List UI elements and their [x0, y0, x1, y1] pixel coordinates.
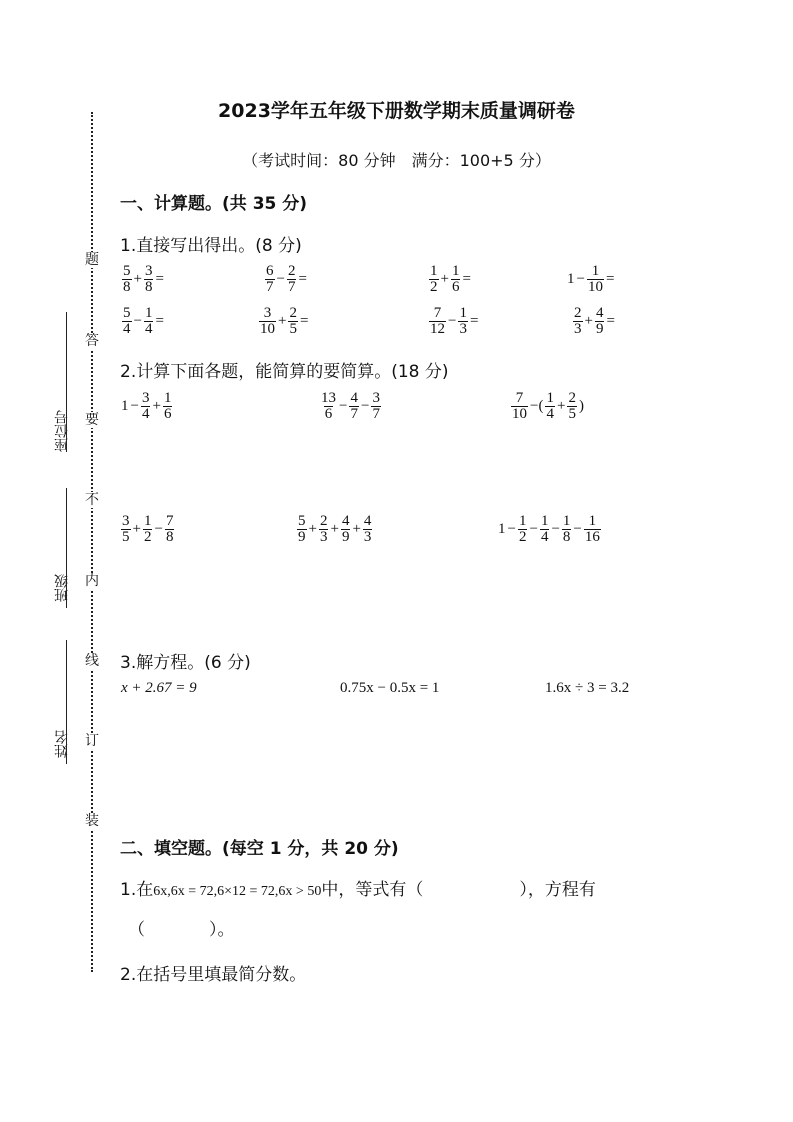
calc-item: $\frac{13}{6}$ − $\frac{4}{7}$ − $\frac{3}{7}$ [321, 390, 380, 422]
seal-char: 不 [85, 492, 99, 508]
question-heading: 1.直接写出得出。(8 分) [120, 236, 302, 256]
fill-question-2: 2.在括号里填最简分数。 [120, 965, 307, 985]
name-line[interactable] [66, 640, 67, 764]
oral-item: 1 − $\frac{1}{10}$ = [567, 263, 615, 295]
seat-number-line[interactable] [66, 312, 67, 452]
calc-item: $\frac{3}{5}$ + $\frac{1}{2}$ − $\frac{7}{8}$ [122, 513, 174, 545]
calc-item: 1 − $\frac{1}{2}$ − $\frac{1}{4}$ − $\frac{1}{8}$ − $\frac{1}{16}$ [498, 513, 600, 545]
section-heading: 一、计算题。(共 35 分) [120, 194, 308, 214]
seal-char: 装 [85, 813, 99, 829]
calc-item: $\frac{5}{9}$ + $\frac{2}{3}$ + $\frac{4}{9}$ + $\frac{4}{3}$ [298, 513, 372, 545]
seal-char: 题 [85, 252, 99, 268]
fill-question-1: 1.在6x,6x = 72,6×12 = 72,6x > 50中，等式有（ ），方程有 [120, 880, 596, 900]
oral-item: $\frac{6}{7}$ − $\frac{2}{7}$ = [266, 263, 307, 295]
seal-char: 线 [85, 653, 99, 669]
seal-char: 内 [85, 573, 99, 589]
class-label: 班级 [54, 574, 70, 602]
question-heading: 3.解方程。(6 分) [120, 653, 251, 673]
section-heading: 二、填空题。(每空 1 分，共 20 分) [120, 839, 399, 859]
oral-item: $\frac{5}{4}$ − $\frac{1}{4}$ = [123, 305, 164, 337]
calc-item: $\frac{7}{10}$ −( $\frac{1}{4}$ + $\frac{2}{5}$ ) [512, 390, 584, 422]
oral-item: $\frac{2}{3}$ + $\frac{4}{9}$ = [574, 305, 615, 337]
page-title: 2023学年五年级下册数学期末质量调研卷 [218, 100, 575, 122]
calc-item: 1 − $\frac{3}{4}$ + $\frac{1}{6}$ [121, 390, 172, 422]
equation-item: 1.6x ÷ 3 = 3.2 [545, 680, 630, 696]
name-label: 姓名 [54, 730, 70, 758]
fill-question-math: 6x,6x = 72,6×12 = 72,6x > 50 [153, 884, 322, 899]
seat-number-label: 座位号 [54, 410, 70, 452]
fill-question-1-cont: （ ）。 [128, 920, 235, 940]
oral-item: $\frac{3}{10}$ + $\frac{2}{5}$ = [260, 305, 309, 337]
seal-char: 订 [85, 733, 99, 749]
class-line[interactable] [66, 488, 67, 608]
seal-char: 要 [85, 412, 99, 428]
question-heading: 2.计算下面各题，能简算的要简算。(18 分) [120, 362, 449, 382]
oral-item: $\frac{1}{2}$ + $\frac{1}{6}$ = [430, 263, 471, 295]
equation-item: 0.75x − 0.5x = 1 [340, 680, 440, 696]
equation-item: x + 2.67 = 9 [121, 680, 197, 696]
seal-char: 答 [85, 333, 99, 349]
oral-item: $\frac{5}{8}$ + $\frac{3}{8}$ = [123, 263, 164, 295]
oral-item: $\frac{7}{12}$ − $\frac{1}{3}$ = [430, 305, 479, 337]
binding-dotted-line [91, 112, 93, 972]
exam-info: （考试时间：80 分钟 满分：100+5 分） [242, 151, 551, 170]
